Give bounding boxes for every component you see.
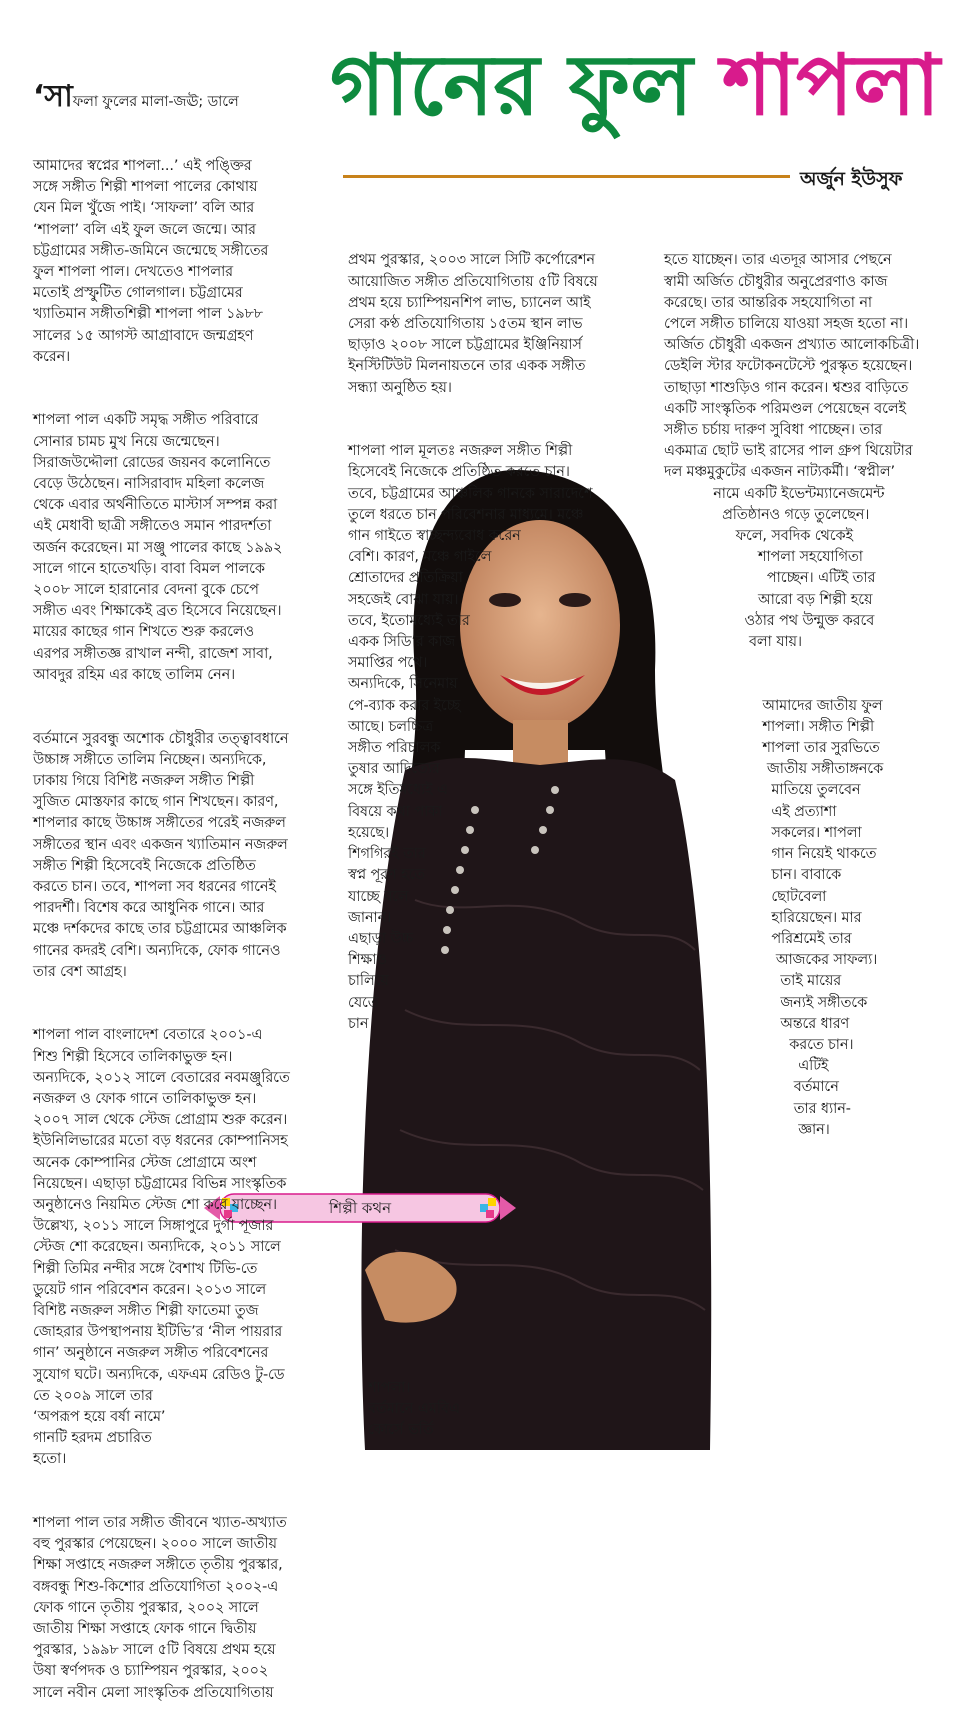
photo-caption: শাপলা। বর্তমানে এমবিএ কোর্সে ভর্তি	[368, 1380, 460, 1439]
middle-column	[348, 208, 648, 1056]
drop-cap: ‘সা	[33, 79, 73, 115]
paragraph: আমাদের স্বপ্নের শাপলা...’ এই পঙ্ক্তির সঙ্গে সঙ্গীত শিল্পী শাপলা পালের কোথায় যেন মিল খুঁজে পাই। ‘সাফলা’ বলি আর ‘শাপলা’ বলি এই ফুল জলে জন্মে। আর চট্টগ্রামের সঙ্গীত-জমিনে জন্মেছে সঙ্গীতের ফুল শাপলা পাল। দেখতেও শাপলার মতোই প্রস্ফুটিত গোলগাল। চট্টগ্রামের খ্যাতিমান সঙ্গীতশিল্পী শাপলা পাল ১৯৮৮ সালের ১৫ আগস্ট আগ্রাবাদে জন্মগ্রহণ করেন।	[33, 158, 269, 365]
paragraph: শাপলা পাল একটি সমৃদ্ধ সঙ্গীত পরিবারে সোনার চামচ মুখ নিয়ে জন্মেছেন। সিরাজউদ্দৌলা রোডের জয়নব কলোনিতে বেড়ে উঠেছেন। নাসিরাবাদ মহিলা কলেজ থেকে এবার অর্থনীতিতে মাস্টার্স সম্পন্ন করা এই মেধাবী ছাত্রী সঙ্গীতেও সমান পারদর্শতা অর্জন করেছেন। মা সঞ্জু পালের কাছে ১৯৯২ সালে গানে হাতেখড়ি। বাবা বিমল পালকে ২০০৮ সালে হারানোর বেদনা বুকে চেপে সঙ্গীত এবং শিক্ষাকেই ব্রত হিসেবে নিয়েছেন। মায়ের কাছের গান শিখতে শুরু করলেও এরপর সঙ্গীতজ্ঞ রাখাল নন্দী, রাজেশ সাবা, আবদুর রহিম এর কাছে তালিম নেন।	[33, 412, 283, 683]
paragraph: শাপলা পাল মূলতঃ নজরুল সঙ্গীত শিল্পী হিসেবেই নিজেকে প্রতিষ্ঠিত করতে চান। তবে, চট্টগ্রামের আঞ্চলিক গানকে সারাদেশে তুলে ধরতে চান পরিবেশনার মাধ্যমে। মঞ্চে গান গাইতে স্বাচ্ছন্দ্যবোধ করেন বেশি। কারণ, মঞ্চে গাইলে শ্রোতাদের প্রতিক্রিয়া সহজেই বোঝা যায়। তবে, ইতোমধ্যেই তার একক সিডি’র কাজ সমাপ্তির পথে। অন্যদিকে, সিনেমায় পে-ব্যাক করার ইচ্ছে আছে। চলচ্চিত্র সঙ্গীত পরিচালক তুষার আদিত্যের সঙ্গে ইতিমধ্যেই এ বিষয়ে কথা পাকা হয়েছে। শিগগিরই তার স্বপ্ন পূরণ হতে যাচ্ছে বলে জানান। এছাড়া উচ্চ শিক্ষাও চালিয়ে যেতে চান	[348, 443, 593, 1032]
right-column	[664, 208, 964, 1162]
left-column	[33, 42, 333, 1725]
paragraph: শাপলা পাল বাংলাদেশ বেতারে ২০০১-এ শিশু শিল্পী হিসেবে তালিকাভুক্ত হন। অন্যদিকে, ২০১২ সালে বেতারের নবমঞ্জুরিতে নজরুল ও ফোক গানে তালিকাভুক্ত হন। ২০০৭ সাল থেকে স্টেজ প্রোগ্রাম শুরু করেন। ইউনিলিভারের মতো বড় ধরনের কোম্পানিসহ অনেক কোম্পানির স্টেজ প্রোগ্রামে অংশ নিয়েছেন। এছাড়া চট্টগ্রামের বিভিন্ন সাংস্কৃতিক অনুষ্ঠানেও নিয়মিত স্টেজ শো করে যাচ্ছেন। উল্লেখ্য, ২০১১ সালে সিঙ্গাপুরে দুর্গা পূজার স্টেজ শো করেছেন। অন্যদিকে, ২০১১ সালে শিল্পী তিমির নন্দীর সঙ্গে বৈশাখ টিভি-তে ডুয়েট গান পরিবেশন করেন। ২০১৩ সালে বিশিষ্ট নজরুল সঙ্গীত শিল্পী ফাতেমা তুজ জোহরার উপস্থাপনায় ইটিভি’র ‘নীল পায়রার গান’ অনুষ্ঠানে নজরুল সঙ্গীত পরিবেশনের সুযোগ ঘটে। অন্যদিকে, এফএম রেডিও টু-ডে তে ২০০৯ সালে তার ‘অপরূপ হয়ে বর্ষা নামে’ গানটি হরদম প্রচারিত হতো।	[33, 1027, 290, 1468]
byline-author: অর্জুন ইউসুফ	[800, 168, 903, 190]
paragraph: প্রথম পুরস্কার, ২০০৩ সালে সিটি কর্পোরেশন আয়োজিত সঙ্গীত প্রতিযোগিতায় ৫টি বিষয়ে প্রথম হয়ে চ্যাম্পিয়নশিপ লাভ, চ্যানেল আই সেরা কণ্ঠ প্রতিযোগিতায় ১৫তম স্থান লাভ ছাড়াও ২০০৮ সালে চট্টগ্রামের ইঞ্জিনিয়ার্স ইনস্টিটিউট মিলনায়তনে তার একক সঙ্গীত সন্ধ্যা অনুষ্ঠিত হয়।	[348, 252, 598, 396]
paragraph: শাপলা পাল তার সঙ্গীত জীবনে খ্যাত-অখ্যাত বহু পুরস্কার পেয়েছেন। ২০০০ সালে জাতীয় শিক্ষা সপ্তাহে নজরুল সঙ্গীতে তৃতীয় পুরস্কার, বঙ্গবন্ধু শিশু-কিশোর প্রতিযোগিতা ২০০২-এ ফোক গানে তৃতীয় পুরস্কার, ২০০২ সালে জাতীয় শিক্ষা সপ্তাহে ফোক গানে দ্বিতীয় পুরস্কার, ১৯৯৮ সালে ৫টি বিষয়ে প্রথম হয়ে উষা স্বর্ণপদক ও চ্যাম্পিয়ন পুরস্কার, ২০০২ সালে নবীন মেলা সাংস্কৃতিক প্রতিযোগিতায়	[33, 1515, 287, 1701]
paragraph: আমাদের জাতীয় ফুল শাপলা। সঙ্গীত শিল্পী শাপলা তার সুরভিতে জাতীয় সঙ্গীতাঙ্গনকে মাতিয়ে তুলবেন এই প্রত্যাশা সকলের। শাপলা গান নিয়েই থাকতে চান। বাবাকে ছোটবেলা হারিয়েছেন। মার পরিশ্রমেই তার আজকের সাফল্য। তাই মায়ের জন্যই সঙ্গীতকে অন্তরে ধারণ করতে চান। এটিই বর্তমানে তার ধ্যান- জ্ঞান।	[762, 697, 884, 1138]
banner-label: শিল্পী কথন	[328, 1199, 392, 1217]
headline-part-magenta: শাপলা	[721, 36, 941, 134]
lead-text: ফলা ফুলের মালা-জঊ; ডালে	[72, 94, 239, 111]
paragraph: বর্তমানে সুরবন্ধু অশোক চৌধুরীর তত্ত্বাবধানে উচ্চাঙ্গ সঙ্গীতে তালিম নিচ্ছেন। অন্যদিকে, ঢাকায় গিয়ে বিশিষ্ট নজরুল সঙ্গীত শিল্পী সুজিত মোস্তফার কাছে গান শিখছেন। কারণ, শাপলার কাছে উচ্চাঙ্গ সঙ্গীতের পরেই নজরুল সঙ্গীতের স্থান এবং একজন খ্যাতিমান নজরুল সঙ্গীত শিল্পী হিসেবেই নিজেকে প্রতিষ্ঠিত করতে চান। তবে, শাপলা সব ধরনের গানেই পারদর্শী। বিশেষ করে আধুনিক গানে। আর মঞ্চে দর্শকদের কাছে তার চট্টগ্রামের আঞ্চলিক গানের কদরই বেশি। অন্যদিকে, ফোক গানেও তার বেশ আগ্রহ।	[33, 730, 289, 980]
headline	[330, 30, 960, 150]
headline-part-green: গানের ফুল	[330, 36, 693, 134]
paragraph: হতে যাচ্ছেন। তার এতদূর আসার পেছনে স্বামী অর্জিত চৌধুরীর অনুপ্রেরণাও কাজ করেছে। তার আন্তরিক সহযোগিতা না পেলে সঙ্গীত চালিয়ে যাওয়া সহজ হতো না। অর্জিত চৌধুরী একজন প্রখ্যাত আলোকচিত্রী। ডেইলি স্টার ফটোকনটেস্টে পুরস্কৃত হয়েছেন। তাছাড়া শাশুড়িও গান করেন। শ্বশুর বাড়িতে একটি সাংস্কৃতিক পরিমণ্ডল পেয়েছেন বলেই সঙ্গীত চর্চায় দারুণ সুবিধা পাচ্ছেন। তার একমাত্র ছোট ভাই রাসের পাল গ্রুপ থিয়েটার দল মঞ্চমুকুটের একজন নাট্যকর্মী। ‘স্বপ্নীল’ নামে একটি ইভেন্টম্যানেজমেন্ট প্রতিষ্ঠানও গড়ে তুলেছেন। ফলে, সবদিক থেকেই শাপলা সহযোগিতা পাচ্ছেন। এটিই তার আরো বড় শিল্পী হয়ে ওঠার পথ উন্মুক্ত করবে বলা যায়।	[664, 252, 920, 651]
byline-divider	[343, 175, 790, 178]
lead-line	[33, 79, 333, 115]
